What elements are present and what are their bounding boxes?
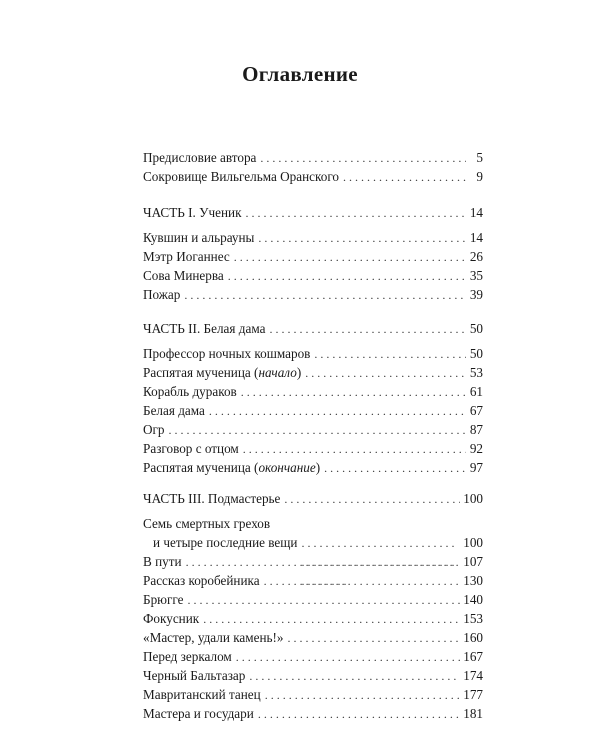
entry-page-number: 87: [469, 422, 483, 437]
dot-leader: [228, 267, 466, 286]
entry-title: Огр: [143, 422, 165, 437]
dot-leader: [284, 490, 460, 509]
entry-page-number: 53: [469, 365, 483, 380]
dot-leader: [324, 459, 466, 478]
entry-page-number: 14: [469, 205, 483, 220]
toc-entry[interactable]: [143, 363, 483, 382]
toc-entry[interactable]: [143, 514, 483, 552]
dot-leader: [343, 168, 466, 187]
entry-page-number: 50: [469, 321, 483, 336]
entry-page-number: 181: [463, 706, 483, 721]
toc-entry[interactable]: [143, 685, 483, 704]
entry-title: Сова Минерва: [143, 268, 224, 283]
dot-leader: [203, 610, 460, 629]
dot-leader: [236, 648, 460, 667]
entry-title: Черный Бальтазар: [143, 668, 246, 683]
entry-page-number: 50: [469, 346, 483, 361]
entry-page-number: 167: [463, 649, 483, 664]
entry-page-number: 130: [463, 573, 483, 588]
dot-leader: [265, 686, 461, 705]
toc-entry[interactable]: [143, 148, 483, 167]
dot-leader: [188, 591, 461, 610]
entry-title: Белая дама: [143, 403, 205, 418]
entry-title-italic: окончание: [258, 460, 316, 475]
entry-title: Распятая мученица (окончание): [143, 460, 321, 475]
entry-page-number: 39: [469, 287, 483, 302]
toc-entry[interactable]: [143, 571, 483, 590]
entry-page-number: 100: [463, 491, 483, 506]
entry-title-italic: начало: [258, 365, 297, 380]
dot-leader: [241, 383, 466, 402]
toc-entry[interactable]: [143, 590, 483, 609]
toc-entry[interactable]: [143, 344, 483, 363]
entry-page-number: 177: [463, 687, 483, 702]
entry-page-number: 140: [463, 592, 483, 607]
entry-title: Перед зеркалом: [143, 649, 232, 664]
toc-entry[interactable]: [143, 247, 483, 266]
dot-leader: [234, 248, 466, 267]
toc-entry[interactable]: [143, 552, 483, 571]
entry-title: Предисловие автора: [143, 150, 257, 165]
toc-entry[interactable]: [143, 647, 483, 666]
entry-page-number: 92: [469, 441, 483, 456]
dot-leader: [269, 320, 466, 339]
entry-title: Рассказ коробейника: [143, 573, 260, 588]
toc-section-intro: [143, 148, 483, 186]
toc-entry[interactable]: [143, 228, 483, 247]
toc-section-part-3: [143, 489, 483, 723]
toc-entry[interactable]: [143, 704, 483, 723]
entry-title: Мавританский танец: [143, 687, 261, 702]
dot-leader: [184, 286, 466, 305]
toc-entry[interactable]: [143, 266, 483, 285]
entry-page-number: 107: [463, 554, 483, 569]
entry-title: ЧАСТЬ I. Ученик: [143, 205, 242, 220]
toc-entry[interactable]: [143, 401, 483, 420]
toc-entry[interactable]: [143, 285, 483, 304]
toc-entry[interactable]: [143, 439, 483, 458]
entry-title: Разговор с отцом: [143, 441, 239, 456]
entry-title: Брюгге: [143, 592, 184, 607]
dot-leader: [246, 204, 467, 223]
toc-entry[interactable]: [143, 382, 483, 401]
toc-part-heading[interactable]: [143, 203, 483, 222]
entry-page-number: 35: [469, 268, 483, 283]
entry-title: ЧАСТЬ II. Белая дама: [143, 321, 266, 336]
entry-title: Профессор ночных кошмаров: [143, 346, 311, 361]
entry-title: Мэтр Иоганнес: [143, 249, 230, 264]
entry-title: Мастера и государи: [143, 706, 254, 721]
toc-entry[interactable]: [143, 666, 483, 685]
dot-leader: [258, 229, 466, 248]
toc-entry[interactable]: [143, 458, 483, 477]
toc-entry[interactable]: [143, 628, 483, 647]
entry-page-number: 61: [469, 384, 483, 399]
toc-entry[interactable]: [143, 609, 483, 628]
entry-page-number: 9: [476, 169, 483, 184]
page-title: Оглавление: [242, 62, 358, 86]
entry-page-number: 97: [469, 460, 483, 475]
dot-leader: [305, 364, 466, 383]
dot-leader: [264, 572, 461, 591]
dot-leader: [243, 440, 466, 459]
entry-page-number: 160: [463, 630, 483, 645]
entry-title: Сокровище Вильгельма Оранского: [143, 169, 339, 184]
entry-title: Распятая мученица (начало): [143, 365, 302, 380]
dot-leader: [288, 629, 461, 648]
toc-section-part-2: [143, 319, 483, 477]
toc-part-heading[interactable]: [143, 489, 483, 508]
entry-title: Семь смертных грехов: [143, 516, 271, 531]
entry-title: Кувшин и альрауны: [143, 230, 255, 245]
entry-title: Пожар: [143, 287, 181, 302]
entry-page-number: 26: [469, 249, 483, 264]
entry-page-number: 100: [463, 535, 483, 550]
entry-title: В пути: [143, 554, 182, 569]
entry-page-number: 5: [476, 150, 483, 165]
dot-leader: [260, 149, 466, 168]
entry-page-number: 153: [463, 611, 483, 626]
dot-leader: [169, 421, 466, 440]
dot-leader: [258, 705, 460, 724]
toc-section-part-1: [143, 203, 483, 304]
toc-entry[interactable]: [143, 167, 483, 186]
entry-title: «Мастер, удали камень!»: [143, 630, 284, 645]
dot-leader: [186, 553, 461, 572]
entry-page-number: 67: [469, 403, 483, 418]
toc-part-heading[interactable]: [143, 319, 483, 338]
entry-title: Фокусник: [143, 611, 200, 626]
entry-title-continuation: и четыре последние вещи: [153, 535, 298, 550]
entry-page-number: 174: [463, 668, 483, 683]
dot-leader: [314, 345, 466, 364]
dot-leader: [209, 402, 466, 421]
entry-page-number: 14: [469, 230, 483, 245]
entry-title: ЧАСТЬ III. Подмастерье: [143, 491, 281, 506]
toc-entry[interactable]: [143, 420, 483, 439]
dot-leader: [249, 667, 460, 686]
entry-title: Корабль дураков: [143, 384, 237, 399]
